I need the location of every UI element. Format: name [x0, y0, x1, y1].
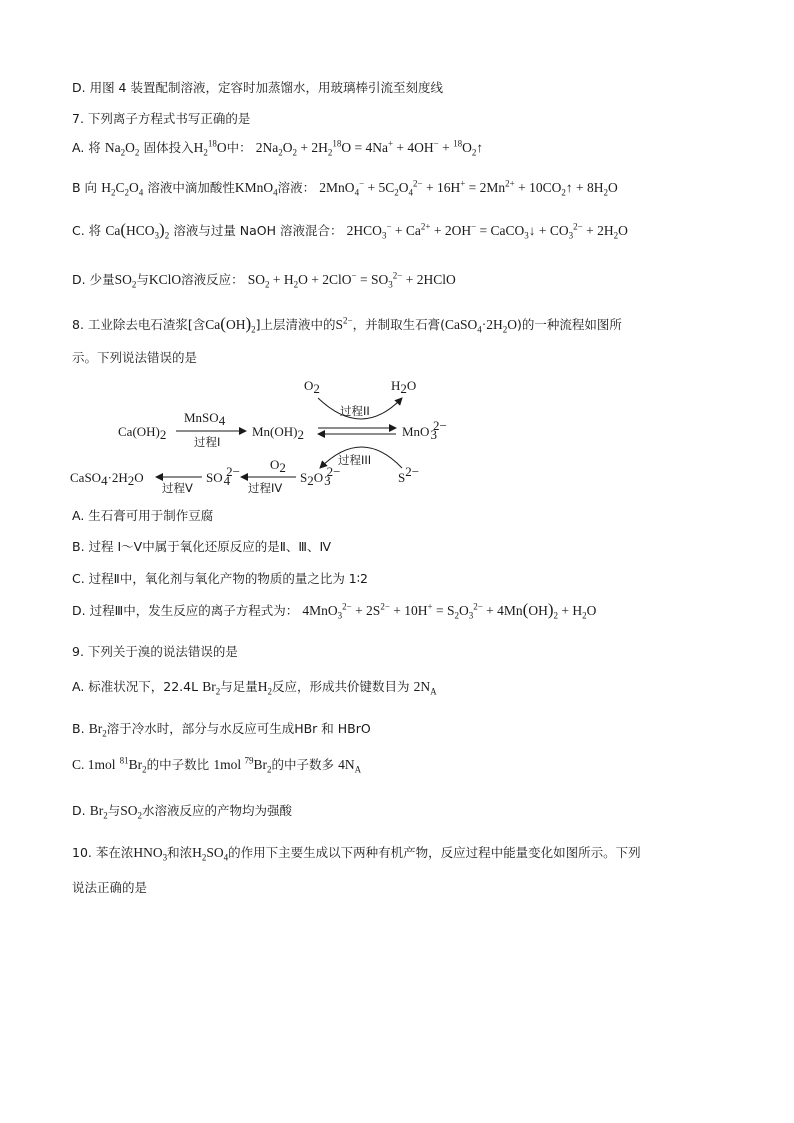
q6-option-d: D. 用图 4 装置配制溶液，定容时加蒸馏水，用玻璃棒引流至刻度线 — [72, 80, 443, 95]
q8-option-b: B. 过程 I～V中属于氧化还原反应的是Ⅱ、Ⅲ、Ⅳ — [72, 539, 332, 554]
q8-option-c: C. 过程Ⅱ中，氧化剂与氧化产物的物质的量之比为 1∶2 — [72, 571, 368, 586]
diagram-caso4: CaSO4·2H2O — [70, 470, 144, 488]
q8-stem-line2: 示。下列说法错误的是 — [72, 350, 198, 365]
diagram-h2o: H2O — [391, 378, 417, 396]
q8-stem: 8. 工业除去电石渣浆[含$Ca(OH)_2$]上层清液中的$S^{2-}$，并制取生石膏$(CaSO_4\cdot 2H_2O)$的一种流程如图所 — [72, 314, 622, 335]
diagram-s2o3: S2O32− — [300, 464, 341, 488]
diagram-label-p3: 过程III — [338, 453, 372, 467]
diagram-so4: SO42− — [206, 464, 240, 488]
q7-stem: 7. 下列离子方程式书写正确的是 — [72, 111, 251, 126]
diagram-s2minus: S2− — [398, 464, 420, 485]
q9-option-c: C. 1mol $^{81}Br_2$的中子数比 1mol $^{79}Br_2$的中子数多 $4N_A$ — [72, 755, 362, 775]
diagram-caoh2: Ca(OH)2 — [118, 424, 167, 442]
diagram-o2-mid: O2 — [270, 457, 286, 475]
q7-option-c: C. 将 $Ca(HCO_3)_2$ 溶液与过量 NaOH 溶液混合： $2HCO_3^- + Ca^{2+} + 2OH^-$ = CaCO$_3$↓ + $CO_3^{2-} + 2H_2O$ — [72, 220, 628, 241]
diagram-label-p2: 过程II — [340, 404, 370, 418]
diagram-label-p1: 过程I — [194, 435, 221, 449]
diagram-mnso4: MnSO4 — [184, 410, 226, 428]
q9-option-b: B. $Br_2$溶于冷水时，部分与水反应可生成HBr 和 HBrO — [72, 721, 371, 739]
q9-option-d: D. $Br_2$与$SO_2$水溶液反应的产物均为强酸 — [72, 803, 293, 821]
q10-stem-line2: 说法正确的是 — [72, 880, 148, 895]
q9-option-a: A. 标准状况下，22.4L $Br_2$与足量$H_2$反应，形成共价键数目为 $2N_A$ — [72, 679, 437, 697]
q7-option-b: B 向 $H_2C_2O_4$ 溶液中滴加酸性KMnO$_4$溶液： $2MnO_4^- + 5C_2O_4^{2-} + 16H^+ = 2Mn^{2+}$ + $10CO_2↑ + 8H_2O$ — [72, 178, 618, 198]
q9-stem: 9. 下列关于溴的说法错误的是 — [72, 644, 238, 659]
diagram-label-p4: 过程IV — [248, 481, 283, 495]
diagram-o2-top: O2 — [304, 378, 320, 396]
q8-process-diagram — [66, 372, 466, 502]
diagram-mnoh2: Mn(OH)2 — [252, 424, 304, 442]
q7-option-a: A. 将 $Na_2O_2$ 固体投入$H_2^{18}O$中： $2Na_2O_2 + 2H_2^{18}O = 4Na^+ + 4OH^-$ + $^{18}O_2↑$ — [72, 138, 484, 158]
diagram-label-p5: 过程V — [162, 481, 193, 495]
q8-option-d: D. 过程Ⅲ中，发生反应的离子方程式为： $4MnO_3^{2-} + 2S^{2-} + 10H^+ = S_2O_3^{2-} + 4Mn(OH)_2 + H_2O$ — [72, 600, 597, 621]
q10-stem: 10. 苯在浓$HNO_3$和浓$H_2SO_4$的作用下主要生成以下两种有机产物，反应过程中能量变化如图所示。下列 — [72, 845, 641, 863]
diagram-mno3: MnO32− — [402, 418, 447, 442]
q7-option-d: D. 少量$SO_2$与KClO溶液反应： $SO_2 + H_2O + 2ClO^- = SO_3^{2-}$ + 2HClO — [72, 270, 456, 290]
q8-option-a: A. 生石膏可用于制作豆腐 — [72, 508, 214, 523]
